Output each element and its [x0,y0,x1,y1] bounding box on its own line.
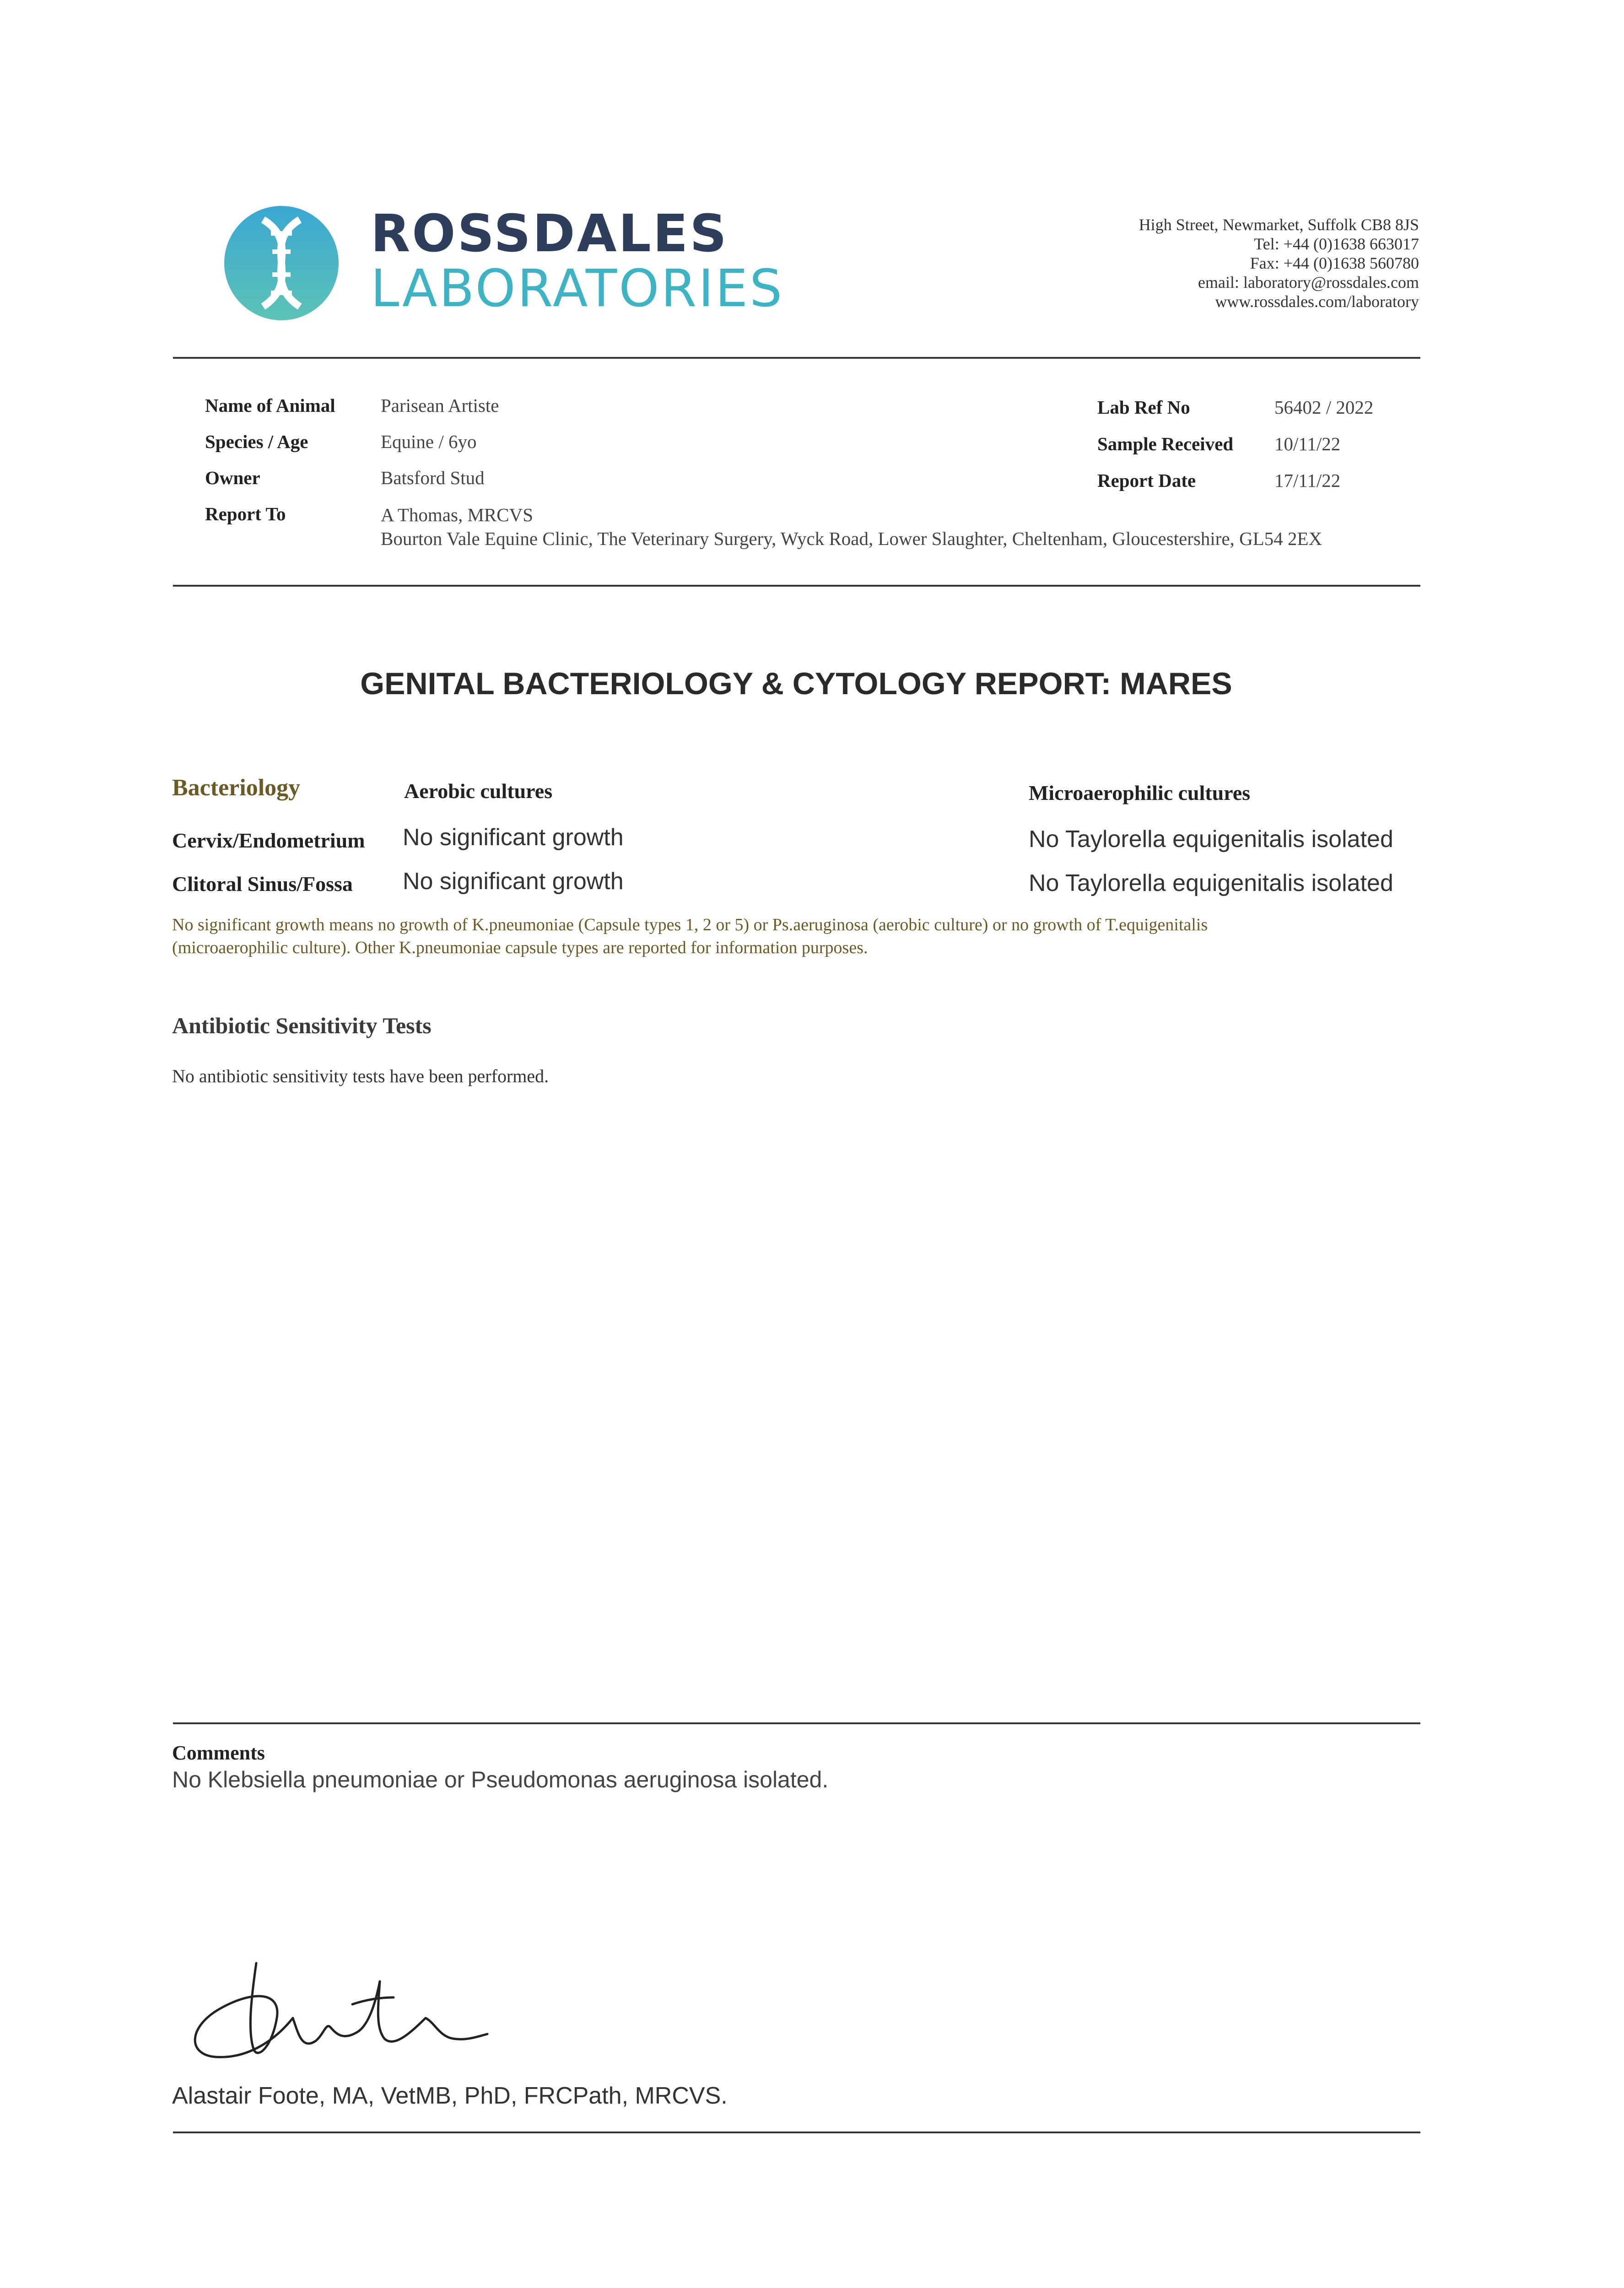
name-of-animal-label: Name of Animal [205,395,335,416]
report-to-address: Bourton Vale Equine Clinic, The Veterinary Surgery, Wyck Road, Lower Slaughter, Cheltenham, Gloucestershire, GL54 2EX [381,528,1322,549]
antibiotic-heading: Antibiotic Sensitivity Tests [172,1013,432,1038]
brand-name-line-2: LABORATORIES [371,259,784,318]
email[interactable]: email: laboratory@rossdales.com [1198,273,1419,291]
antibiotic-text: No antibiotic sensitivity tests have been performed. [172,1066,549,1086]
lab-ref-value: 56402 / 2022 [1274,397,1374,418]
owner-value: Batsford Stud [381,467,485,488]
note-line-2: (microaerophilic culture). Other K.pneumoniae capsule types are reported for information purposes. [172,938,868,957]
site-cervix-endometrium: Cervix/Endometrium [172,829,365,852]
lab-ref-label: Lab Ref No [1097,397,1190,418]
comments-text: No Klebsiella pneumoniae or Pseudomonas aeruginosa isolated. [172,1767,829,1792]
report-date-label: Report Date [1097,470,1196,491]
handwritten-signature-icon [178,1954,499,2073]
species-age-value: Equine / 6yo [381,431,477,452]
signer-name: Alastair Foote, MA, VetMB, PhD, FRCPath, MRCVS. [172,2083,728,2109]
address-line: High Street, Newmarket, Suffolk CB8 8JS [1138,216,1419,234]
owner-label: Owner [205,467,260,488]
report-date-value: 17/11/22 [1274,470,1341,491]
website[interactable]: www.rossdales.com/laboratory [1215,292,1419,311]
bacteriology-note [172,913,1430,959]
telephone: Tel: +44 (0)1638 663017 [1254,235,1419,253]
sample-received-value: 10/11/22 [1274,433,1341,454]
comments-divider [173,1722,1420,1724]
micro-result-cervix: No Taylorella equigenitalis isolated [1029,826,1393,853]
name-of-animal-value: Parisean Artiste [381,395,499,416]
report-to-label: Report To [205,503,286,524]
note-line-1: No significant growth means no growth of K.pneumoniae (Capsule types 1, 2 or 5) or Ps.aeruginosa (aerobic culture) or no growth of T.equigenitalis [172,915,1208,934]
species-age-label: Species / Age [205,431,308,452]
dna-helix-logo-icon [220,201,343,325]
report-title: GENITAL BACTERIOLOGY & CYTOLOGY REPORT: MARES [360,666,1232,701]
bacteriology-heading: Bacteriology [172,775,301,801]
footer-divider [173,2132,1420,2133]
lab-address [1139,215,1419,311]
report-to-name: A Thomas, MRCVS [381,504,534,525]
sample-received-label: Sample Received [1097,433,1234,454]
info-divider [173,585,1420,587]
microaerophilic-cultures-header: Microaerophilic cultures [1029,781,1251,804]
aerobic-cultures-header: Aerobic cultures [404,779,553,803]
brand-name-line-1: ROSSDALES [371,204,728,264]
aerobic-result-cervix: No significant growth [403,824,624,851]
aerobic-result-clitoral: No significant growth [403,868,624,895]
comments-heading: Comments [172,1742,265,1764]
header-divider [173,357,1420,359]
micro-result-clitoral: No Taylorella equigenitalis isolated [1029,870,1393,896]
fax: Fax: +44 (0)1638 560780 [1250,254,1419,272]
site-clitoral-sinus-fossa: Clitoral Sinus/Fossa [172,872,353,896]
